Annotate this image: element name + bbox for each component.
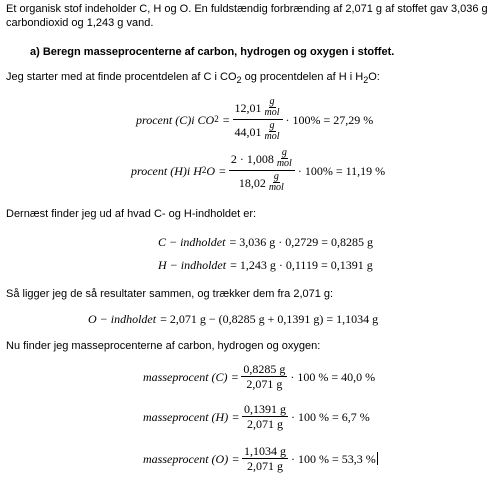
text-cursor [377,452,378,465]
fraction-h: 2 · 1,008 g mol 18,02 g mol [229,148,295,193]
intro-line-1: Et organisk stof indeholder C, H og O. En fuldstændig forbrænding af 2,071 g af stoffet gav 3,036 g [6,3,488,15]
text-paragraph-3: Så ligger jeg de så resultater sammen, og trækker dem fra 2,071 g: [6,288,334,300]
text-paragraph-2: Dernæst finder jeg ud af hvad C- og H-indholdet er: [6,208,257,220]
intro-line-2: carbondioxid og 1,243 g vand. [6,17,154,29]
text-paragraph-4: Nu finder jeg masseprocenterne af carbon, hydrogen og oxygen: [6,340,321,352]
equation-mass-percent-o: masseprocent (O) = $\frac{1,1034 g}{2,071 g}$ · 100 % = 53,3 % [143,444,376,473]
equation-c-content: C − indholdet = 3,036 g · 0,2729 = 0,8285 g [158,235,373,249]
text-paragraph-1: Jeg starter med at finde procentdelen af C i $CO_2$ og procentdelen af H i $H_2O$: [6,71,380,85]
equation-o-content: O − indholdet = 2,071 g − (0,8285 g + 0,1391 g) = 1,1034 g [88,312,379,326]
equation-mass-percent-h: masseprocent (H) = $\frac{0,1391 g}{2,071 g}$ · 100 % = 6,7 % [143,402,370,431]
question-heading: a) Beregn masseprocenterne af carbon, hydrogen og oxygen i stoffet. [30,46,395,58]
equation-mass-percent-c: masseprocent (C) = $\frac{0,8285 g}{2,071 g}$ · 100 % = 40,0 % [143,362,376,391]
equation-h-content: H − indholdet = 1,243 g · 0,1119 = 0,1391 g [158,258,373,272]
equation-percent-h: procent (H)i H 2 O = 2 · 1,008 g mol 18,02 g mol · 100% = 11,19 % [131,147,386,193]
fraction-c: 12,01 g mol 44,01 g mol [233,97,283,142]
equation-percent-c: procent (C)i CO 2 = 12,01 g mol 44,01 g mol · 100% = 27,29 % [136,96,374,142]
